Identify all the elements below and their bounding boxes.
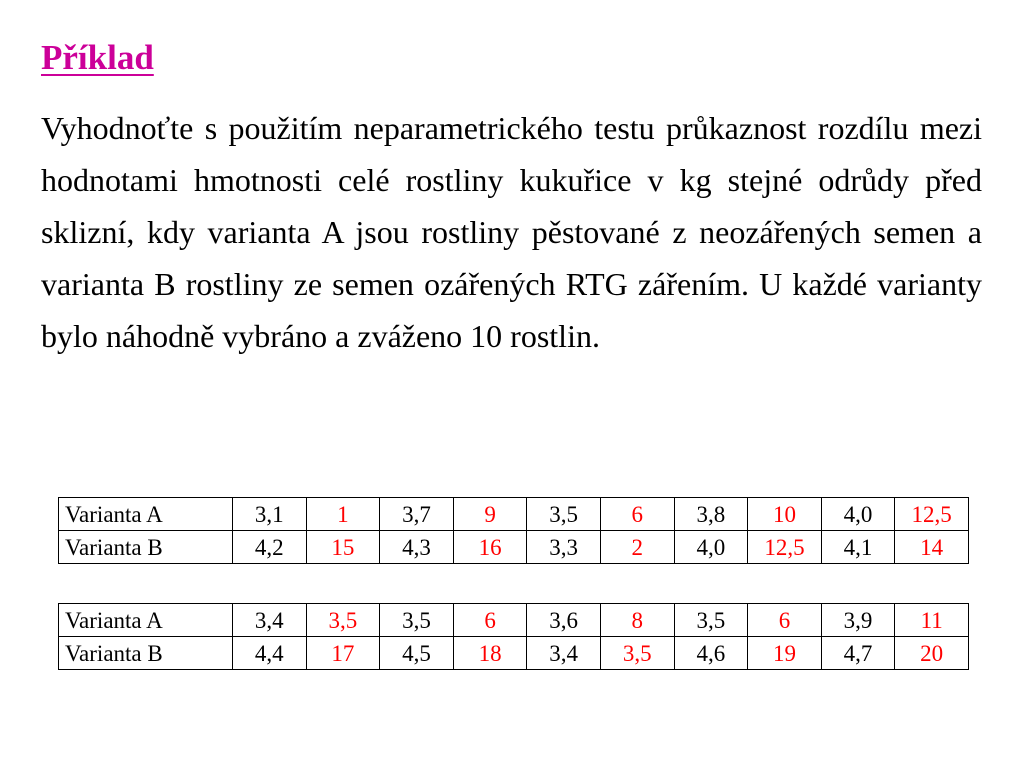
rank-cell: 19 — [748, 637, 822, 670]
row-label: Varianta B — [59, 531, 233, 564]
weight-value-cell: 3,5 — [527, 498, 601, 531]
task-description: Vyhodnoťte s použitím neparametrického testu průkaznost rozdílu mezi hodnotami hmotnosti celé rostliny kukuřice v kg stejné odrůdy před sklizní, kdy varianta A jsou rostliny pěstované z neozářených semen a varianta B rostliny ze semen ozářených RTG zářením. U každé varianty bylo náhodně vybráno a zváženo 10 rostlin. — [41, 110, 982, 354]
rank-cell: 15 — [306, 531, 380, 564]
rank-cell: 20 — [895, 637, 969, 670]
rank-cell: 12,5 — [895, 498, 969, 531]
rank-cell: 10 — [748, 498, 822, 531]
rank-cell: 8 — [600, 604, 674, 637]
rank-cell: 6 — [600, 498, 674, 531]
table-row — [59, 604, 969, 637]
weight-value-cell: 3,8 — [674, 498, 748, 531]
rank-cell: 18 — [453, 637, 527, 670]
weight-value-cell: 3,4 — [233, 604, 307, 637]
row-label: Varianta A — [59, 498, 233, 531]
slide-title: Příklad — [41, 38, 154, 77]
weight-value-cell: 4,6 — [674, 637, 748, 670]
rank-cell: 17 — [306, 637, 380, 670]
weight-value-cell: 4,7 — [821, 637, 895, 670]
row-label: Varianta B — [59, 637, 233, 670]
weight-value-cell: 3,1 — [233, 498, 307, 531]
table-row — [59, 498, 969, 531]
rank-cell: 6 — [453, 604, 527, 637]
weight-value-cell: 3,3 — [527, 531, 601, 564]
weight-value-cell: 4,2 — [233, 531, 307, 564]
weight-value-cell: 3,5 — [674, 604, 748, 637]
rank-cell: 3,5 — [600, 637, 674, 670]
rank-cell: 11 — [895, 604, 969, 637]
rank-cell: 1 — [306, 498, 380, 531]
rank-cell: 12,5 — [748, 531, 822, 564]
weight-value-cell: 4,0 — [821, 498, 895, 531]
weight-value-cell: 4,4 — [233, 637, 307, 670]
rank-cell: 3,5 — [306, 604, 380, 637]
weight-value-cell: 4,1 — [821, 531, 895, 564]
rank-cell: 14 — [895, 531, 969, 564]
rank-cell: 6 — [748, 604, 822, 637]
table-row — [59, 637, 969, 670]
row-label: Varianta A — [59, 604, 233, 637]
table-row — [59, 531, 969, 564]
weight-value-cell: 3,7 — [380, 498, 454, 531]
weight-value-cell: 4,0 — [674, 531, 748, 564]
data-table-2 — [58, 603, 969, 670]
weight-value-cell: 4,3 — [380, 531, 454, 564]
weight-value-cell: 3,5 — [380, 604, 454, 637]
weight-value-cell: 3,6 — [527, 604, 601, 637]
rank-cell: 9 — [453, 498, 527, 531]
rank-cell: 2 — [600, 531, 674, 564]
rank-cell: 16 — [453, 531, 527, 564]
data-table-1 — [58, 497, 969, 564]
weight-value-cell: 3,9 — [821, 604, 895, 637]
weight-value-cell: 3,4 — [527, 637, 601, 670]
weight-value-cell: 4,5 — [380, 637, 454, 670]
